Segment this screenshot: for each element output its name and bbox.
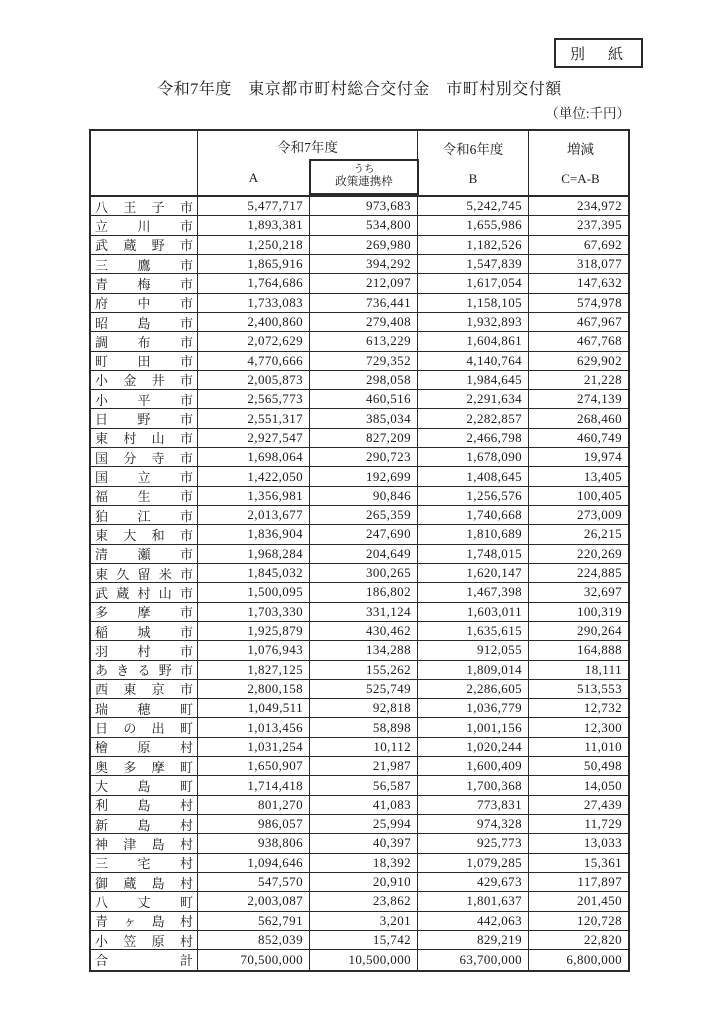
cell-municipality: 奥 多 摩 町: [91, 757, 198, 776]
table-row: [91, 255, 628, 274]
cell-municipality: 小 平 市: [91, 390, 198, 409]
cell-municipality: 多 摩 市: [91, 603, 198, 622]
header-fy-r6-label: 令和6年度: [442, 142, 504, 157]
cell-municipality: 東 大 和 市: [91, 525, 198, 544]
cell-diff-c: 147,632: [529, 274, 628, 293]
table-row: [91, 467, 628, 486]
cell-municipality: 昭 島 市: [91, 313, 198, 332]
cell-amount-b: 2,282,857: [418, 409, 529, 428]
cell-diff-c: 467,768: [529, 332, 628, 351]
cell-amount-a: 1,925,879: [198, 622, 310, 641]
cell-amount-a: 1,827,125: [198, 661, 310, 680]
cell-municipality: 日 野 市: [91, 409, 198, 428]
table-row: [91, 545, 628, 564]
cell-policy-subframe: 534,800: [310, 216, 418, 235]
cell-amount-b: 773,831: [418, 796, 529, 815]
table-row: [91, 371, 628, 390]
cell-amount-a: 2,005,873: [198, 371, 310, 390]
table-row: [91, 796, 628, 815]
cell-diff-c: 18,111: [529, 661, 628, 680]
cell-municipality: 狛 江 市: [91, 506, 198, 525]
cell-municipality: あ き る 野 市: [91, 661, 198, 680]
cell-diff-c: 26,215: [529, 525, 628, 544]
cell-policy-subframe: 20,910: [310, 873, 418, 892]
cell-diff-c: 274,139: [529, 390, 628, 409]
header-col-a: A: [248, 170, 259, 185]
cell-diff-c: 460,749: [529, 429, 628, 448]
cell-municipality: 福 生 市: [91, 487, 198, 506]
cell-diff-c: 6,800,000: [566, 951, 622, 967]
cell-amount-b: 1,932,893: [418, 313, 529, 332]
cell-municipality: 小 笠 原 村: [91, 931, 198, 950]
cell-municipality: 東 久 留 米 市: [91, 564, 198, 583]
table-row: [91, 641, 628, 660]
table-row: [91, 738, 628, 757]
table-row: [91, 236, 628, 255]
cell-policy-subframe: 58,898: [310, 718, 418, 737]
cell-amount-b: 442,063: [418, 912, 529, 931]
cell-amount-a: 1,049,511: [198, 699, 310, 718]
cell-amount-b: 1,079,285: [418, 854, 529, 873]
unit-note: （単位:千円）: [545, 106, 630, 121]
cell-amount-a: 2,565,773: [198, 390, 310, 409]
cell-policy-subframe: 56,587: [310, 776, 418, 795]
cell-diff-c: 11,729: [529, 815, 628, 834]
cell-policy-subframe: 40,397: [310, 834, 418, 853]
cell-diff-c: 13,033: [529, 834, 628, 853]
cell-policy-subframe: 729,352: [310, 352, 418, 371]
cell-amount-a: 1,650,907: [198, 757, 310, 776]
table-row: [91, 390, 628, 409]
cell-diff-c: 11,010: [529, 738, 628, 757]
cell-amount-a: 4,770,666: [198, 352, 310, 371]
cell-amount-b: 1,467,398: [418, 583, 529, 602]
cell-municipality: 国 分 寺 市: [91, 448, 198, 467]
cell-diff-c: 117,897: [529, 873, 628, 892]
cell-amount-b: 2,291,634: [418, 390, 529, 409]
cell-policy-subframe: 525,749: [310, 680, 418, 699]
cell-amount-b: 1,547,839: [418, 255, 529, 274]
cell-municipality: 檜 原 村: [91, 738, 198, 757]
cell-amount-b: 1,604,861: [418, 332, 529, 351]
table-row: [91, 448, 628, 467]
cell-municipality: 町 田 市: [91, 352, 198, 371]
cell-policy-subframe: 279,408: [310, 313, 418, 332]
cell-amount-b: 1,678,090: [418, 448, 529, 467]
cell-municipality: 立 川 市: [91, 216, 198, 235]
attachment-label: 別 紙: [569, 46, 627, 63]
cell-amount-a: 2,003,087: [198, 892, 310, 911]
cell-policy-subframe: 265,359: [310, 506, 418, 525]
cell-municipality: 清 瀬 市: [91, 545, 198, 564]
cell-municipality: 小 金 井 市: [91, 371, 198, 390]
cell-municipality: 西 東 京 市: [91, 680, 198, 699]
cell-amount-a: 1,968,284: [198, 545, 310, 564]
cell-policy-subframe: 331,124: [310, 603, 418, 622]
cell-amount-b: 1,984,645: [418, 371, 529, 390]
cell-diff-c: 15,361: [529, 854, 628, 873]
cell-amount-a: 1,703,330: [198, 603, 310, 622]
cell-municipality: 日 の 出 町: [91, 718, 198, 737]
cell-amount-a: 2,551,317: [198, 409, 310, 428]
cell-amount-a: 5,477,717: [198, 197, 310, 216]
cell-diff-c: 22,820: [529, 931, 628, 950]
cell-municipality: 八 王 子 市: [91, 197, 198, 216]
table-row: [91, 197, 628, 216]
cell-policy-subframe: 290,723: [310, 448, 418, 467]
cell-policy-subframe: 613,229: [310, 332, 418, 351]
cell-policy-subframe: 23,862: [310, 892, 418, 911]
cell-policy-subframe: 247,690: [310, 525, 418, 544]
cell-diff-c: 12,732: [529, 699, 628, 718]
cell-amount-b: 1,801,637: [418, 892, 529, 911]
table-row: [91, 429, 628, 448]
cell-diff-c: 318,077: [529, 255, 628, 274]
cell-diff-c: 220,269: [529, 545, 628, 564]
header-diff: [529, 131, 632, 195]
table-row: [91, 815, 628, 834]
table-row: [91, 274, 628, 293]
cell-diff-c: 100,405: [529, 487, 628, 506]
cell-municipality: 三 鷹 市: [91, 255, 198, 274]
cell-diff-c: 14,050: [529, 776, 628, 795]
table-row: [91, 950, 628, 969]
cell-amount-a: 801,270: [198, 796, 310, 815]
cell-municipality: 合 計: [91, 950, 198, 969]
cell-diff-c: 467,967: [529, 313, 628, 332]
cell-amount-a: 70,500,000: [198, 950, 310, 969]
grant-table: [89, 129, 630, 972]
cell-municipality: 利 島 村: [91, 796, 198, 815]
table-row: [91, 931, 628, 950]
table-row: [91, 564, 628, 583]
cell-amount-a: 1,836,904: [198, 525, 310, 544]
table-body: [91, 197, 628, 970]
cell-municipality: 三 宅 村: [91, 854, 198, 873]
header-diff-label: 増減: [567, 142, 594, 157]
cell-amount-b: 2,286,605: [418, 680, 529, 699]
cell-amount-a: 1,893,381: [198, 216, 310, 235]
cell-policy-subframe: 15,742: [310, 931, 418, 950]
cell-municipality: 武 蔵 村 山 市: [91, 583, 198, 602]
table-row: [91, 912, 628, 931]
cell-municipality: 新 島 村: [91, 815, 198, 834]
cell-amount-a: 1,250,218: [198, 236, 310, 255]
header-col-b: B: [468, 171, 478, 186]
table-row: [91, 313, 628, 332]
cell-amount-b: 912,055: [418, 641, 529, 660]
cell-policy-subframe: 385,034: [310, 409, 418, 428]
cell-policy-subframe: 300,265: [310, 564, 418, 583]
cell-amount-b: 1,020,244: [418, 738, 529, 757]
cell-amount-a: 1,698,064: [198, 448, 310, 467]
table-row: [91, 680, 628, 699]
cell-diff-c: 12,300: [529, 718, 628, 737]
table-row: [91, 352, 628, 371]
cell-policy-subframe: 394,292: [310, 255, 418, 274]
cell-policy-subframe: 10,500,000: [310, 950, 418, 969]
table-row: [91, 603, 628, 622]
header-fy-r7: 令和7年度: [198, 131, 418, 161]
cell-amount-a: 1,733,083: [198, 294, 310, 313]
cell-policy-subframe: 204,649: [310, 545, 418, 564]
cell-amount-a: 1,422,050: [198, 467, 310, 486]
cell-diff-c: 234,972: [529, 197, 628, 216]
attachment-label-box: [554, 38, 643, 68]
cell-diff-c: 290,264: [529, 622, 628, 641]
table-row: [91, 661, 628, 680]
table-header: [91, 131, 628, 197]
cell-diff-c: 32,697: [529, 583, 628, 602]
cell-policy-subframe: 3,201: [310, 912, 418, 931]
cell-amount-b: 1,809,014: [418, 661, 529, 680]
cell-policy-subframe: 460,516: [310, 390, 418, 409]
cell-amount-a: 2,800,158: [198, 680, 310, 699]
cell-amount-a: 1,845,032: [198, 564, 310, 583]
cell-amount-a: 1,500,095: [198, 583, 310, 602]
cell-policy-subframe: 134,288: [310, 641, 418, 660]
cell-amount-a: 2,927,547: [198, 429, 310, 448]
cell-municipality: 東 村 山 市: [91, 429, 198, 448]
cell-amount-b: 829,219: [418, 931, 529, 950]
cell-amount-a: 1,013,456: [198, 718, 310, 737]
cell-municipality: 青 ヶ 島 村: [91, 912, 198, 931]
cell-amount-b: 63,700,000: [418, 950, 529, 969]
table-row: [91, 525, 628, 544]
cell-amount-a: 1,031,254: [198, 738, 310, 757]
cell-diff-c: 164,888: [529, 641, 628, 660]
cell-amount-b: 1,036,779: [418, 699, 529, 718]
cell-amount-b: 1,603,011: [418, 603, 529, 622]
cell-diff-c: 268,460: [529, 409, 628, 428]
cell-amount-b: 1,620,147: [418, 564, 529, 583]
cell-amount-b: 5,242,745: [418, 197, 529, 216]
header-policy-subframe-line2: 政策連携枠: [335, 176, 393, 189]
cell-amount-a: 986,057: [198, 815, 310, 834]
cell-amount-a: 562,791: [198, 912, 310, 931]
cell-diff-c: 21,228: [529, 371, 628, 390]
header-policy-subframe-box: [309, 159, 419, 195]
table-row: [91, 718, 628, 737]
cell-municipality: 国 立 市: [91, 467, 198, 486]
cell-diff-c: 237,395: [529, 216, 628, 235]
cell-policy-subframe: 41,083: [310, 796, 418, 815]
cell-policy-subframe: 212,097: [310, 274, 418, 293]
cell-diff-c: 50,498: [529, 757, 628, 776]
cell-amount-b: 1,635,615: [418, 622, 529, 641]
cell-diff-c: 574,978: [529, 294, 628, 313]
cell-amount-b: 1,001,156: [418, 718, 529, 737]
cell-amount-b: 2,466,798: [418, 429, 529, 448]
page-title: 令和7年度 東京都市町村総合交付金 市町村別交付額: [157, 81, 562, 98]
cell-amount-b: 1,617,054: [418, 274, 529, 293]
cell-amount-b: 1,748,015: [418, 545, 529, 564]
table-row: [91, 294, 628, 313]
cell-policy-subframe: 736,441: [310, 294, 418, 313]
cell-amount-b: 1,408,645: [418, 467, 529, 486]
cell-amount-b: 1,810,689: [418, 525, 529, 544]
cell-diff-c: 273,009: [529, 506, 628, 525]
cell-amount-b: 974,328: [418, 815, 529, 834]
cell-amount-b: 1,740,668: [418, 506, 529, 525]
table-row: [91, 506, 628, 525]
cell-policy-subframe: 18,392: [310, 854, 418, 873]
cell-municipality: 青 梅 市: [91, 274, 198, 293]
cell-diff-c: 120,728: [529, 912, 628, 931]
cell-policy-subframe: 10,112: [310, 738, 418, 757]
cell-municipality: 大 島 町: [91, 776, 198, 795]
cell-amount-a: 2,400,860: [198, 313, 310, 332]
cell-municipality: 武 蔵 野 市: [91, 236, 198, 255]
table-row: [91, 409, 628, 428]
table-row: [91, 622, 628, 641]
cell-municipality: 調 布 市: [91, 332, 198, 351]
cell-amount-a: 2,013,677: [198, 506, 310, 525]
cell-amount-a: 1,356,981: [198, 487, 310, 506]
cell-diff-c: 224,885: [529, 564, 628, 583]
cell-policy-subframe: 430,462: [310, 622, 418, 641]
cell-municipality: 八 丈 町: [91, 892, 198, 911]
header-diff-formula: C=A-B: [561, 171, 600, 186]
cell-amount-b: 1,256,576: [418, 487, 529, 506]
cell-amount-b: 1,182,526: [418, 236, 529, 255]
cell-amount-a: 1,764,686: [198, 274, 310, 293]
table-row: [91, 216, 628, 235]
cell-municipality: 神 津 島 村: [91, 834, 198, 853]
cell-policy-subframe: 827,209: [310, 429, 418, 448]
cell-amount-b: 1,700,368: [418, 776, 529, 795]
cell-policy-subframe: 192,699: [310, 467, 418, 486]
cell-policy-subframe: 973,683: [310, 197, 418, 216]
cell-amount-b: 1,158,105: [418, 294, 529, 313]
cell-diff-c: 201,450: [529, 892, 628, 911]
table-row: [91, 892, 628, 911]
cell-policy-subframe: 25,994: [310, 815, 418, 834]
table-row: [91, 873, 628, 892]
header-municipality-cell: [91, 131, 198, 195]
cell-amount-a: 2,072,629: [198, 332, 310, 351]
table-row: [91, 854, 628, 873]
cell-municipality: 瑞 穂 町: [91, 699, 198, 718]
cell-policy-subframe: 90,846: [310, 487, 418, 506]
cell-diff-c: 19,974: [529, 448, 628, 467]
cell-diff-c: 67,692: [529, 236, 628, 255]
cell-municipality: 羽 村 市: [91, 641, 198, 660]
cell-diff-c: 100,319: [529, 603, 628, 622]
cell-policy-subframe: 269,980: [310, 236, 418, 255]
cell-amount-a: 938,806: [198, 834, 310, 853]
cell-amount-b: 4,140,764: [418, 352, 529, 371]
cell-policy-subframe: 155,262: [310, 661, 418, 680]
cell-amount-b: 925,773: [418, 834, 529, 853]
cell-diff-c: 13,405: [529, 467, 628, 486]
table-row: [91, 699, 628, 718]
cell-amount-a: 547,570: [198, 873, 310, 892]
cell-amount-a: 1,865,916: [198, 255, 310, 274]
cell-policy-subframe: 92,818: [310, 699, 418, 718]
cell-diff-c: 629,902: [529, 352, 628, 371]
cell-diff-c: 513,553: [529, 680, 628, 699]
table-row: [91, 834, 628, 853]
cell-municipality: 府 中 市: [91, 294, 198, 313]
header-fy-r6: [418, 131, 529, 195]
cell-amount-b: 429,673: [418, 873, 529, 892]
cell-amount-a: 852,039: [198, 931, 310, 950]
cell-amount-b: 1,655,986: [418, 216, 529, 235]
cell-municipality: 御 蔵 島 村: [91, 873, 198, 892]
cell-policy-subframe: 298,058: [310, 371, 418, 390]
cell-amount-a: 1,094,646: [198, 854, 310, 873]
cell-policy-subframe: 186,802: [310, 583, 418, 602]
cell-amount-b: 1,600,409: [418, 757, 529, 776]
cell-amount-a: 1,076,943: [198, 641, 310, 660]
table-row: [91, 487, 628, 506]
table-row: [91, 332, 628, 351]
header-policy-subframe-line1: うち: [353, 164, 375, 176]
cell-policy-subframe: 21,987: [310, 757, 418, 776]
table-row: [91, 776, 628, 795]
table-row: [91, 757, 628, 776]
cell-amount-a: 1,714,418: [198, 776, 310, 795]
cell-municipality: 稲 城 市: [91, 622, 198, 641]
cell-diff-c: 27,439: [529, 796, 628, 815]
table-row: [91, 583, 628, 602]
